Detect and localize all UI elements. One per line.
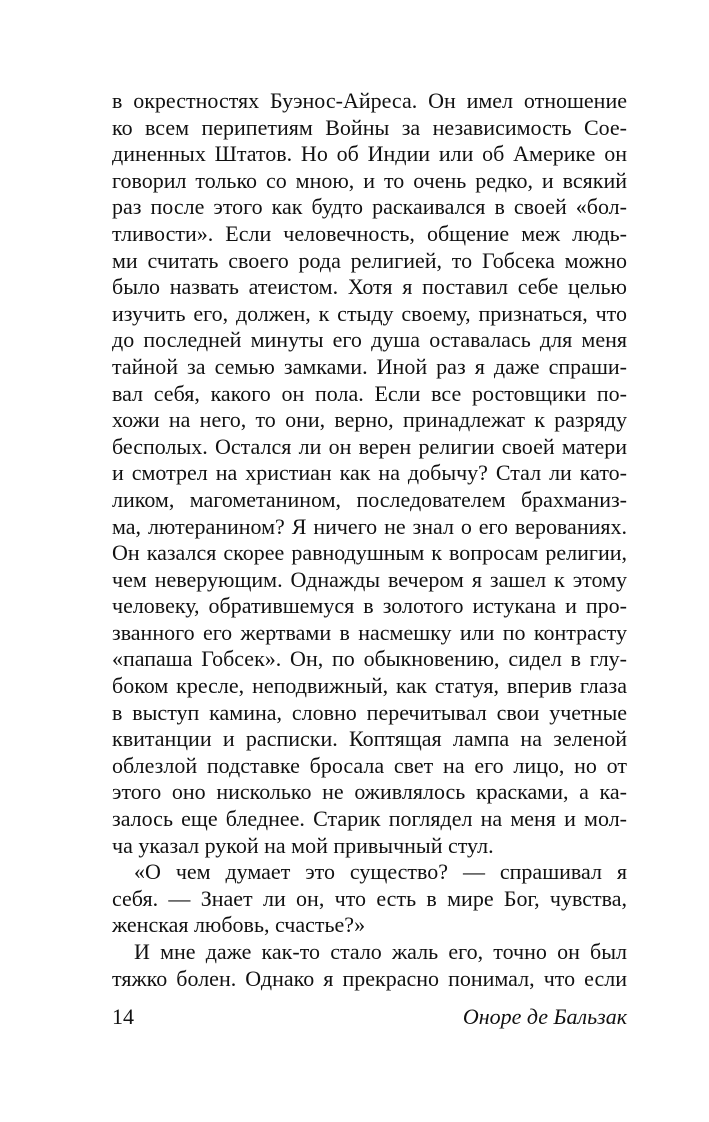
text-line: «О чем думает это существо? — спрашивал я	[134, 859, 627, 885]
text-line: себя. — Знает ли он, что есть в мире Бог, чувства,	[112, 885, 627, 911]
text-line: и смотрел на христиан как на добычу? Стал ли като-	[112, 460, 627, 486]
text-line: было назвать атеистом. Хотя я поставил себе целью	[112, 274, 627, 300]
text-line: квитанции и расписки. Коптящая лампа на зеленой	[112, 726, 627, 752]
text-line: Он казался скорее равнодушным к вопросам религии,	[112, 540, 627, 566]
text-line: тяжко болен. Однако я прекрасно понимал, что если	[112, 965, 627, 991]
text-line: в окрестностях Буэнос-Айреса. Он имел отношение	[112, 88, 627, 113]
text-line: ликом, магометанином, последователем брахманиз-	[112, 486, 627, 512]
text-line: облезлой подставке бросала свет на его лицо, но от	[112, 752, 627, 778]
text-line: званного его жертвами в насмешку или по контрасту	[112, 619, 627, 645]
text-line: бесполых. Остался ли он верен религии своей матери	[112, 433, 627, 459]
text-line: вал себя, какого он пола. Если все ростовщики по-	[112, 380, 627, 406]
text-line: ма, лютеранином? Я ничего не знал о его верованиях.	[112, 513, 627, 539]
text-line: тайной за семью замками. Иной раз я даже спраши-	[112, 353, 627, 379]
text-line: тливости». Если человечность, общение меж людь-	[112, 220, 627, 246]
text-line: боком кресле, неподвижный, как статуя, вперив глаза	[112, 673, 627, 699]
running-footer-author: Оноре де Бальзак	[462, 1004, 627, 1029]
text-line: говорил только со мною, и то очень редко, и всякий	[112, 167, 627, 193]
text-line: хожи на него, то они, верно, принадлежат к разряду	[112, 407, 627, 433]
text-line: женская любовь, счастье?»	[112, 912, 366, 938]
text-line: «папаша Гобсек». Он, по обыкновению, сидел в глу-	[112, 646, 627, 672]
text-line: ча указал рукой на мой привычный стул.	[112, 832, 494, 858]
text-line: И мне даже как-то стало жаль его, точно он был	[134, 939, 627, 964]
text-line: в выступ камина, словно перечитывал свои учетные	[112, 699, 627, 725]
text-line: ко всем перипетиям Войны за независимость Сое-	[112, 114, 627, 140]
text-line: ми считать своего рода религией, то Гобсека можно	[112, 247, 627, 273]
text-line: этого оно нисколько не оживлялось красками, а ка-	[112, 779, 627, 805]
text-line: человеку, обратившемуся в золотого истукана и про-	[112, 593, 627, 619]
text-line: залось еще бледнее. Старик поглядел на меня и мол-	[112, 806, 627, 832]
body-text	[112, 88, 627, 992]
text-line: раз после этого как будто раскаивался в своей «бол-	[112, 194, 627, 220]
text-line: до последней минуты его душа оставалась для меня	[112, 327, 627, 353]
text-line: изучить его, должен, к стыду своему, признаться, что	[112, 300, 627, 326]
text-line: чем неверующим. Однажды вечером я зашел к этому	[112, 566, 627, 592]
text-line: диненных Штатов. Но об Индии или об Америке он	[112, 141, 627, 167]
page-number: 14	[112, 1004, 134, 1029]
